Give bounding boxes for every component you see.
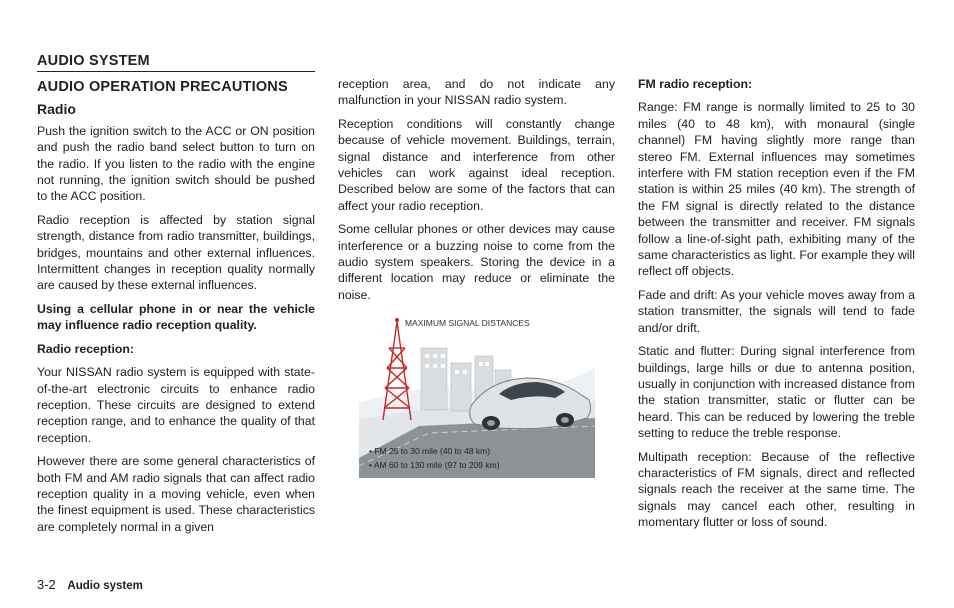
paragraph-title: FM radio reception: xyxy=(638,77,753,91)
paragraph-title: Radio reception: xyxy=(37,341,135,356)
paragraph: Range: FM range is normally limited to 25 to 30 miles (40 to 48 km), with monaural (single channel) FM having slightly more range than stereo FM. External influences may sometimes interfere with FM station reception even if the FM station is within 25 miles (40 km). The strength of the FM signal is directly related to the distance between the transmitter and receiver. FM signals follow a line-of-sight path, exhibiting many of the same characteristics as light. For example they will reflect off objects. xyxy=(638,100,915,279)
paragraph: Your NISSAN radio system is equipped with state-of-the-art electronic circuits to enhance radio reception. These circuits are designed to extend reception range, and to enhance the quality of that reception. xyxy=(37,365,315,445)
column-3 xyxy=(638,76,915,538)
footer-section: Audio system xyxy=(67,580,143,592)
page-heading: AUDIO OPERATION PRECAUTIONS xyxy=(37,79,288,95)
paragraph: Radio reception is affected by station signal strength, distance from radio transmitter, buildings, bridges, mountains and other external influences. Intermittent changes in reception quality normally are caused by these external influences. xyxy=(37,212,315,293)
paragraph: Fade and drift: As your vehicle moves away from a station transmitter, the signals will tend to fade and/or drift. xyxy=(638,287,915,335)
subheading-radio: Radio xyxy=(37,101,76,118)
signal-distance-illustration xyxy=(359,308,595,478)
column-1 xyxy=(37,79,315,542)
paragraph: Static and flutter: During signal interference from buildings, large hills or due to antenna position, usually in conjunction with increased distance from the station transmitter, static or flutter can be heard. This can be reduced by lowering the treble setting to reduce the treble response. xyxy=(638,344,915,441)
paragraph: Push the ignition switch to the ACC or ON position and push the radio band select button to turn on the radio. If you listen to the radio with the engine not running, the ignition switch should be pushed to the ACC position. xyxy=(37,123,315,204)
paragraph: Multipath reception: Because of the reflective characteristics of FM signals, direct and reflected signals reach the receiver at the same time. The signals may cancel each other, resulting in momentary flutter or loss of sound. xyxy=(638,449,915,530)
paragraph: However there are some general characteristics of both FM and AM radio signals that can affect radio reception quality in a moving vehicle, even when the finest equipment is used. These characteristics are completely normal in a given xyxy=(37,454,315,534)
figure-title: MAXIMUM SIGNAL DISTANCES xyxy=(405,318,530,328)
page-footer xyxy=(37,577,143,592)
am-distance-label: • AM 60 to 130 mile (97 to 209 km) xyxy=(369,460,500,470)
column-2 xyxy=(338,76,615,310)
paragraph: Reception conditions will constantly change because of vehicle movement. Buildings, terrain, signal distance and interference from other vehicles can work against ideal reception. Described below are some of the factors that can affect your radio reception. xyxy=(338,116,615,213)
page-number: 3-2 xyxy=(37,577,56,592)
fm-distance-label: • FM 25 to 30 mile (40 to 48 km) xyxy=(369,446,491,456)
paragraph: reception area, and do not indicate any malfunction in your NISSAN radio system. xyxy=(338,77,615,108)
warning-paragraph: Using a cellular phone in or near the vehicle may influence radio reception quality. xyxy=(37,301,315,333)
paragraph: Some cellular phones or other devices may cause interference or a buzzing noise to come from the audio system speakers. Storing the device in a different location may reduce or eliminate the noise. xyxy=(338,222,615,302)
section-header: AUDIO SYSTEM xyxy=(37,53,315,72)
